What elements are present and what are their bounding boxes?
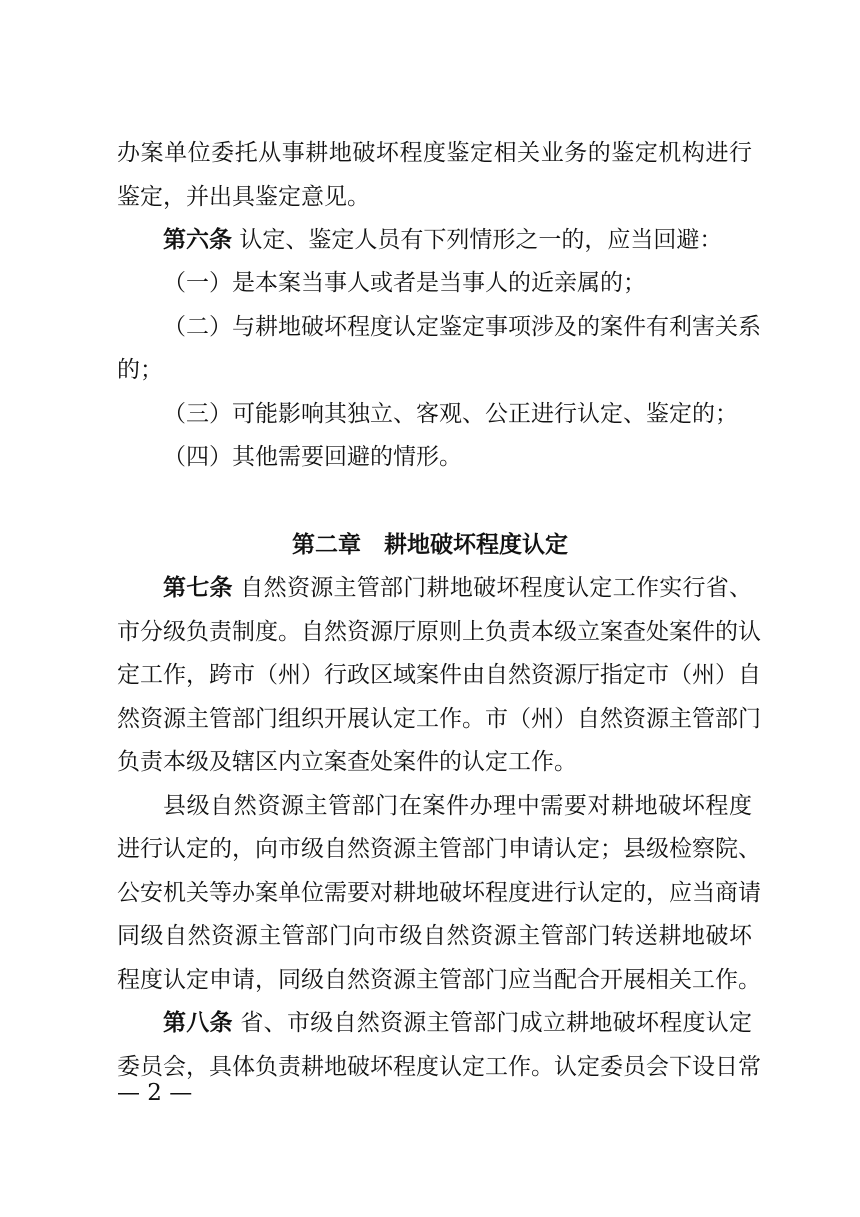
article-7 xyxy=(163,573,752,603)
article-text: 自然资源主管部门耕地破坏程度认定工作实行省、 xyxy=(240,575,753,601)
list-item: （一）是本案当事人或者是当事人的近亲属的； xyxy=(163,270,646,296)
text-line: 的； xyxy=(117,357,163,383)
text-line: 公安机关等办案单位需要对耕地破坏程度进行认定的，应当商请 xyxy=(117,880,761,906)
article-8 xyxy=(163,1008,752,1038)
list-item: （二）与耕地破坏程度认定鉴定事项涉及的案件有利害关系 xyxy=(163,314,761,340)
text-line: 负责本级及辖区内立案查处案件的认定工作。 xyxy=(117,749,577,775)
article-6 xyxy=(163,225,722,255)
text-line: 然资源主管部门组织开展认定工作。市（州）自然资源主管部门 xyxy=(117,706,761,732)
text-line: 程度认定申请，同级自然资源主管部门应当配合开展相关工作。 xyxy=(117,967,761,993)
text-line: 进行认定的，向市级自然资源主管部门申请认定；县级检察院、 xyxy=(117,836,761,862)
article-label: 第八条 xyxy=(163,1010,233,1036)
text-line: 定工作，跨市（州）行政区域案件由自然资源厅指定市（州）自 xyxy=(117,662,761,688)
text-line: 县级自然资源主管部门在案件办理中需要对耕地破坏程度 xyxy=(163,793,752,819)
list-item: （三）可能影响其独立、客观、公正进行认定、鉴定的； xyxy=(163,401,738,427)
chapter-heading: 第二章 耕地破坏程度认定 xyxy=(292,532,568,558)
list-item: （四）其他需要回避的情形。 xyxy=(163,444,462,470)
text-line: 鉴定，并出具鉴定意见。 xyxy=(117,184,370,210)
text-line: 市分级负责制度。自然资源厅原则上负责本级立案查处案件的认 xyxy=(117,619,761,645)
text-line: 同级自然资源主管部门向市级自然资源主管部门转送耕地破坏 xyxy=(117,923,752,949)
text-line: 委员会，具体负责耕地破坏程度认定工作。认定委员会下设日常 xyxy=(117,1054,761,1080)
article-label: 第六条 xyxy=(163,227,232,253)
article-label: 第七条 xyxy=(163,575,233,601)
article-text: 认定、鉴定人员有下列情形之一的，应当回避： xyxy=(239,227,723,253)
article-text: 省、市级自然资源主管部门成立耕地破坏程度认定 xyxy=(240,1010,753,1036)
text-line: 办案单位委托从事耕地破坏程度鉴定相关业务的鉴定机构进行 xyxy=(117,140,752,166)
page-number: — 2 — xyxy=(117,1080,193,1106)
